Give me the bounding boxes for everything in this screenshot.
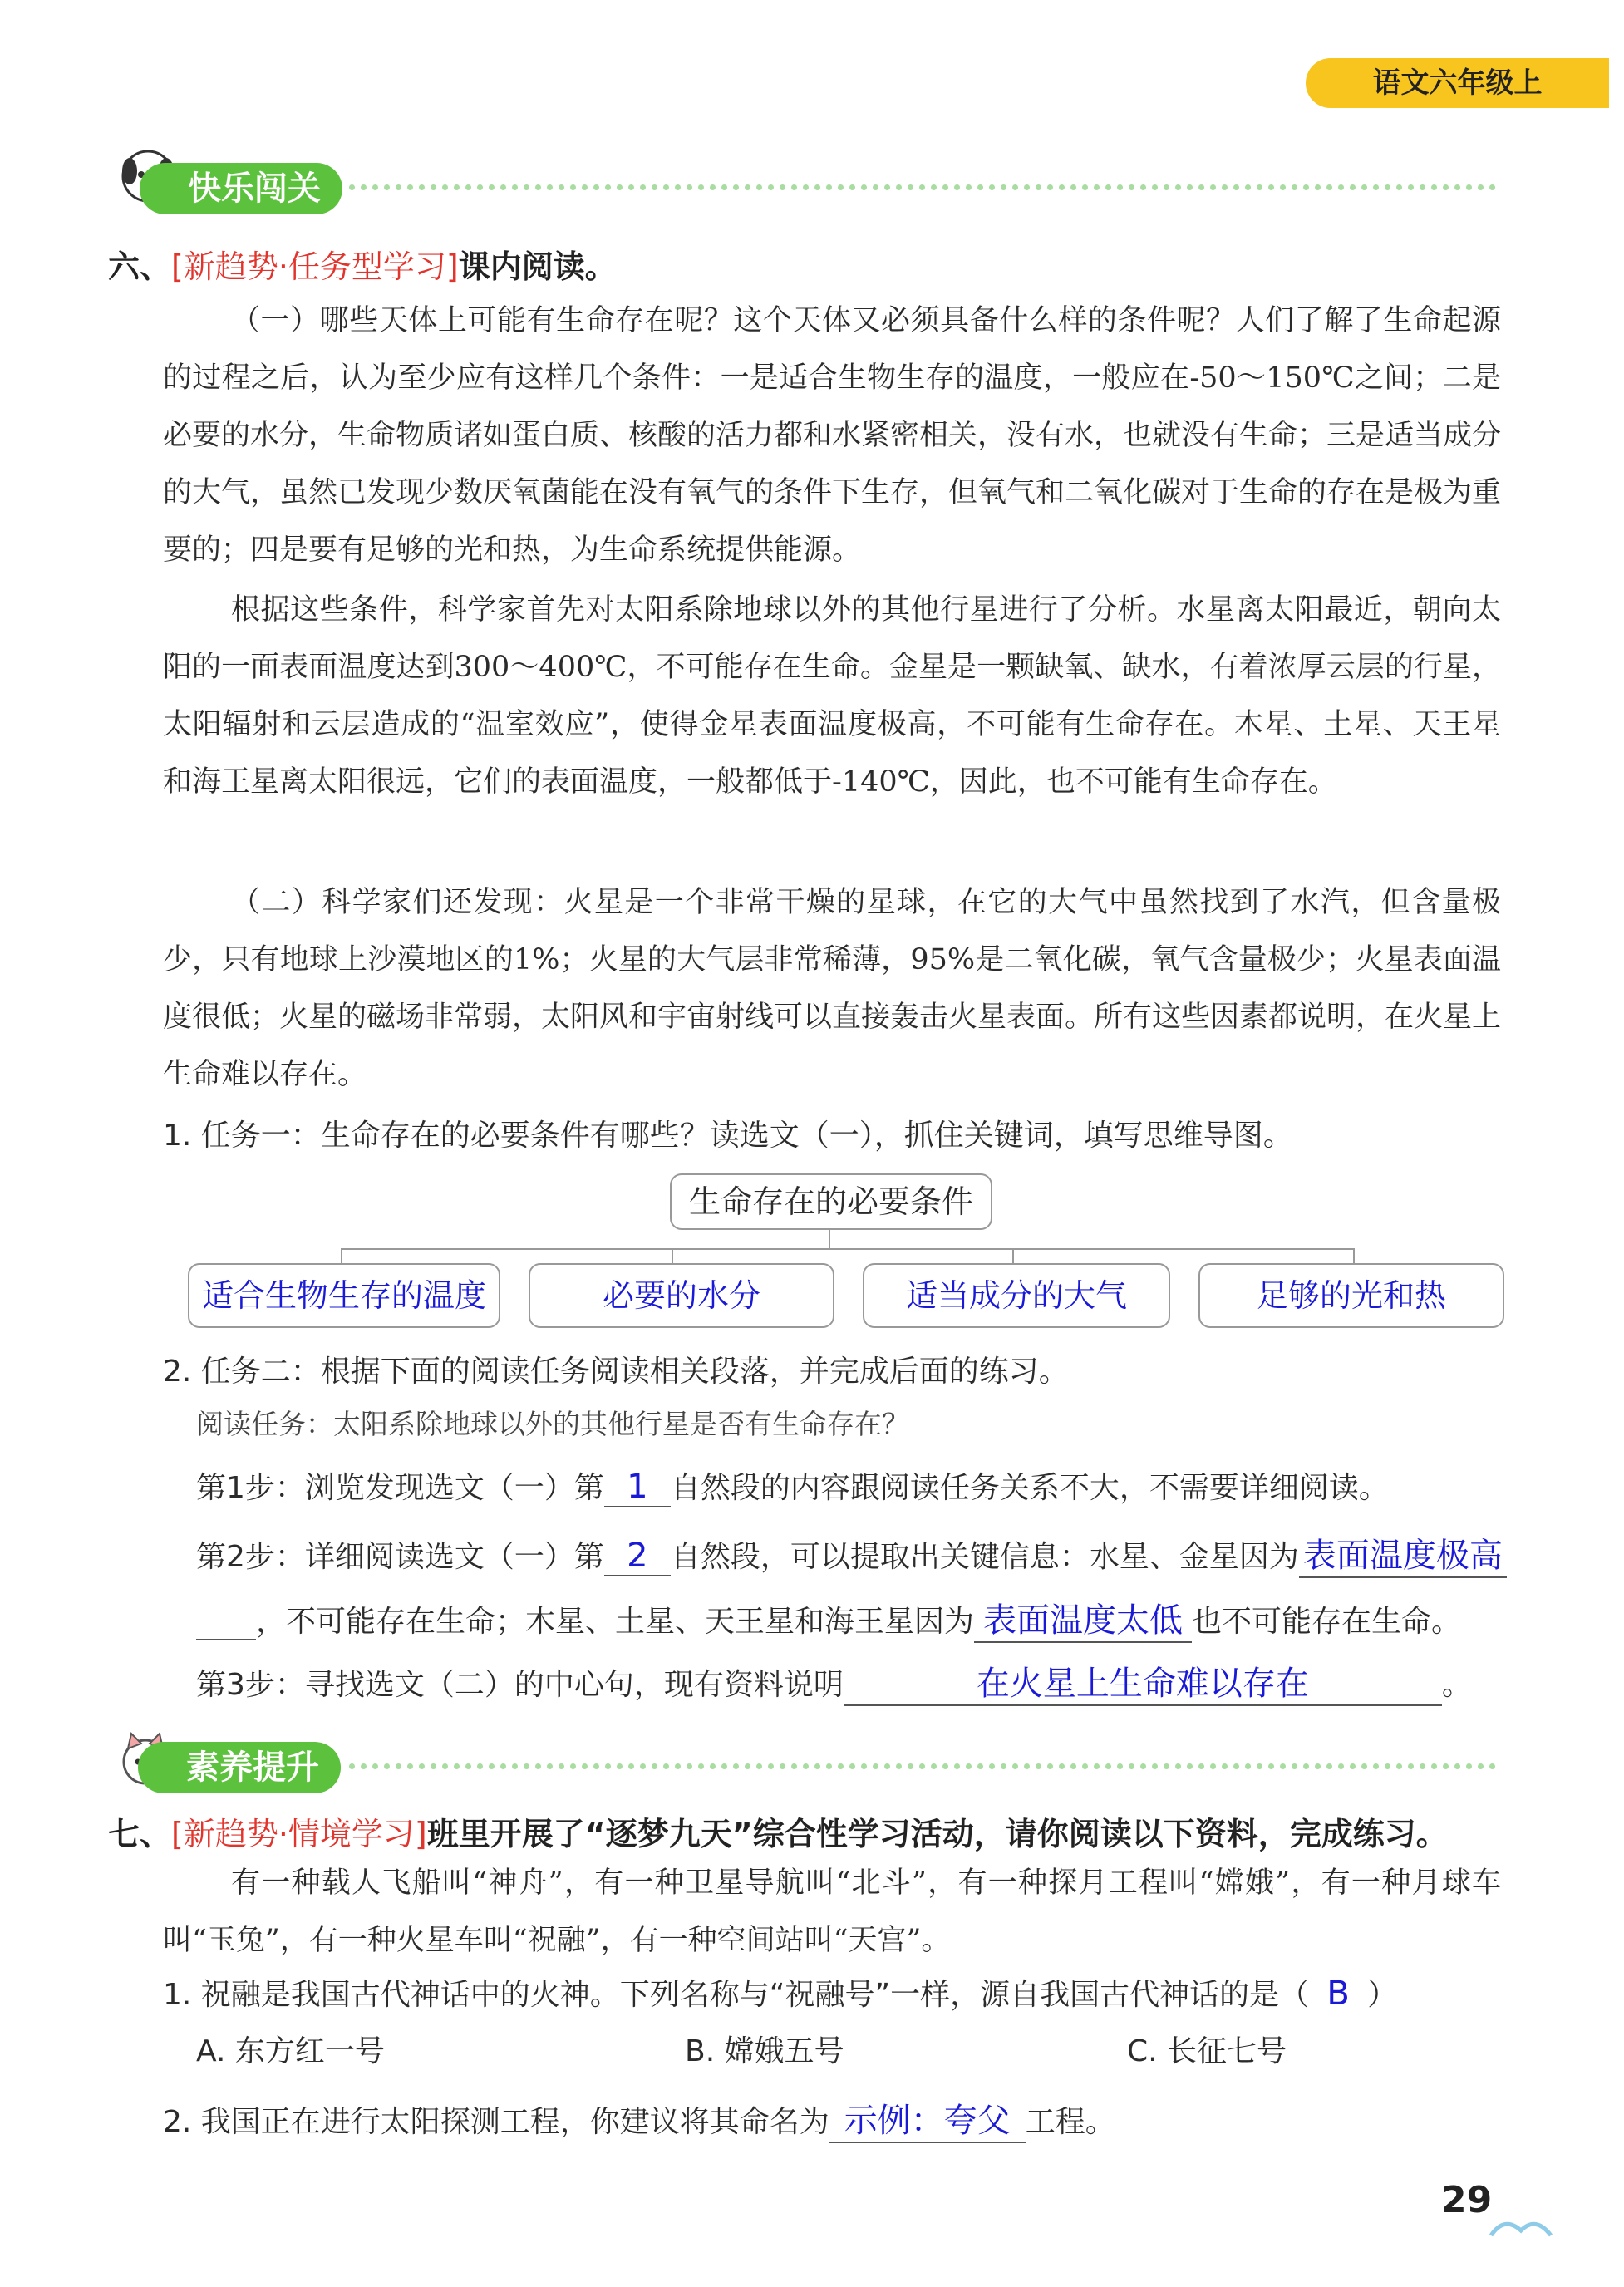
step2-answer[interactable]: 2: [604, 1537, 671, 1576]
step2-text-d: 也不可能存在生命。: [1192, 1605, 1462, 1639]
step2: [196, 1529, 1507, 1578]
q7-q1-answer[interactable]: B: [1326, 1975, 1350, 2013]
q7-q2-answer[interactable]: 示例：夸父: [829, 2094, 1026, 2143]
reading-task: 阅读任务：太阳系除地球以外的其他行星是否有生命存在？: [196, 1408, 909, 1440]
mindmap-branch: [341, 1248, 342, 1263]
q7-option-c[interactable]: C. 长征七号: [1127, 2034, 1287, 2068]
mindmap-answer-3[interactable]: 适当成分的大气: [863, 1263, 1170, 1328]
step2-text: 第2步：详细阅读选文（一）第: [196, 1540, 604, 1574]
step2-text-c: ，不可能存在生命；木星、土星、天王星和海王星因为: [256, 1605, 975, 1639]
q6-paragraph-3: （二）科学家们还发现：火星是一个非常干燥的星球，在它的大气中虽然找到了水汽，但含量极少，只有地球上沙漠地区的1%；火星的大气层非常稀薄，95%是二氧化碳，氧气含量极少；火星表面温度很低；火星的磁场非常弱，太阳风和宇宙射线可以直接轰击火星表面。所有这些因素都说明，在火星上生命难以存在。: [163, 886, 1502, 1091]
step2-text-mid: 自然段，可以提取出关键信息：水星、金星因为: [670, 1540, 1299, 1574]
section-divider: [349, 184, 1496, 190]
page-number: 29: [1441, 2179, 1493, 2221]
mindmap-root: 生命存在的必要条件: [670, 1173, 992, 1230]
mindmap-answer-1[interactable]: 适合生物生存的温度: [188, 1263, 500, 1328]
q6-paragraph-1: （一）哪些天体上可能有生命存在呢？这个天体又必须具备什么样的条件呢？人们了解了生命起源的过程之后，认为至少应有这样几个条件：一是适合生物生存的温度，一般应在-50～150℃之间；二是必要的水分，生命物质诸如蛋白质、核酸的活力都和水紧密相关，没有水，也就没有生命；三是适当成分的大气，虽然已发现少数厌氧菌能在没有氧气的条件下生存，但氧气和二氧化碳对于生命的存在是极为重要的；四是要有足够的光和热，为生命系统提供能源。: [163, 304, 1502, 567]
mindmap-answer-4[interactable]: 足够的光和热: [1198, 1263, 1504, 1328]
q7-q2-end: 工程。: [1025, 2105, 1115, 2139]
mindmap-bar: [341, 1248, 1355, 1250]
step3: [196, 1657, 1472, 1706]
section-divider: [349, 1763, 1496, 1769]
mindmap-answer-2[interactable]: 必要的水分: [529, 1263, 834, 1328]
section-badge-happy: 快乐闯关: [140, 163, 342, 214]
mindmap-branch: [1012, 1248, 1014, 1263]
step2-answer-3[interactable]: 表面温度太低: [974, 1594, 1192, 1643]
mindmap-branch: [672, 1248, 673, 1263]
q7-q2-text: 2. 我国正在进行太阳探测工程，你建议将其命名为: [163, 2105, 829, 2139]
step3-answer[interactable]: 在火星上生命难以存在: [844, 1657, 1442, 1706]
step1-text-end: 自然段的内容跟阅读任务关系不大，不需要详细阅读。: [670, 1471, 1389, 1505]
q6-paragraph-2: 根据这些条件，科学家首先对太阳系除地球以外的其他行星进行了分析。水星离太阳最近，朝向太阳的一面表面温度达到300～400℃，不可能存在生命。金星是一颗缺氧、缺水，有着浓厚云层的行星，太阳辐射和云层造成的“温室效应”，使得金星表面温度极高，不可能有生命存在。木星、土星、天王星和海王星离太阳很远，它们的表面温度，一般都低于-140℃，因此，也不可能有生命存在。: [163, 593, 1501, 799]
q7-number: 七、: [108, 1816, 172, 1852]
q7-tag: [新趋势·情境学习]: [171, 1816, 427, 1852]
mindmap-stem: [829, 1228, 830, 1248]
task1-question: 1. 任务一：生命存在的必要条件有哪些？读选文（一），抓住关键词，填写思维导图。: [163, 1119, 1293, 1153]
step3-end: 。: [1441, 1668, 1472, 1702]
step3-text: 第3步：寻找选文（二）的中心句，现有资料说明: [196, 1668, 844, 1702]
task2-question: 2. 任务二：根据下面的阅读任务阅读相关段落，并完成后面的练习。: [163, 1355, 1069, 1389]
q7-paragraph: 有一种载人飞船叫“神舟”，有一种卫星导航叫“北斗”，有一种探月工程叫“嫦娥”，有一种月球车叫“玉兔”，有一种火星车叫“祝融”，有一种空间站叫“天宫”。: [163, 1866, 1501, 1957]
q7-heading: [108, 1808, 1448, 1854]
wave-decoration-icon: [1488, 2211, 1554, 2244]
q7-option-a[interactable]: A. 东方红一号: [196, 2034, 385, 2068]
q7-q1-text: 1. 祝融是我国古代神话中的火神。下列名称与“祝融号”一样，源自我国古代神话的是（: [163, 1978, 1310, 2012]
mindmap-branch: [1353, 1248, 1355, 1263]
step1-answer[interactable]: 1: [604, 1468, 671, 1507]
q7-q1-end: ）: [1367, 1978, 1398, 2012]
q6-number: 六、: [108, 248, 172, 285]
step2-line2: [196, 1594, 1461, 1643]
q6-title: 课内阅读。: [458, 248, 617, 285]
grade-tag: 语文六年级上: [1306, 58, 1609, 108]
step2-answer-2[interactable]: 表面温度极高: [1299, 1529, 1507, 1578]
q7-title: 班里开展了“逐梦九天”综合性学习活动，请你阅读以下资料，完成练习。: [426, 1816, 1448, 1852]
step1: [196, 1464, 1389, 1507]
q7-option-b[interactable]: B. 嫦娥五号: [685, 2034, 844, 2068]
step2-blank: [196, 1605, 256, 1640]
section-badge-improve: 素养提升: [138, 1742, 341, 1793]
q6-tag: [新趋势·任务型学习]: [171, 248, 459, 285]
q7-question-1: [163, 1971, 1397, 2014]
step1-text: 第1步：浏览发现选文（一）第: [196, 1471, 604, 1505]
q6-heading: [108, 241, 617, 287]
q7-question-2: [163, 2094, 1115, 2143]
